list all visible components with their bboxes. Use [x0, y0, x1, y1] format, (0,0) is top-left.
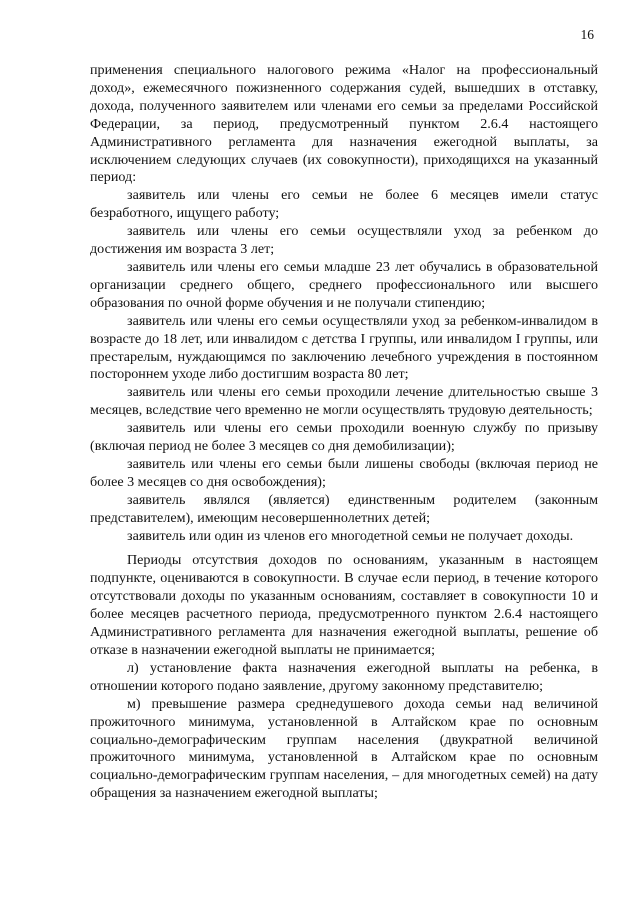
document-body — [90, 62, 598, 803]
paragraph-single-parent: заявитель являлся (является) единственным родителем (законным представителем), имеющим несовершеннолетних детей; — [90, 491, 598, 526]
paragraph-unemployed: заявитель или члены его семьи не более 6 месяцев имели статус безработного, ищущего работу; — [90, 187, 598, 222]
page-number: 16 — [580, 27, 594, 42]
paragraph-large-family: заявитель или один из членов его многодетной семьи не получает доходы. — [127, 527, 574, 544]
paragraph-childcare: заявитель или члены его семьи осуществляли уход за ребенком до достижения им возраста 3 лет; — [90, 223, 598, 258]
paragraph-military: заявитель или члены его семьи проходили военную службу по призыву (включая период не более 3 месяцев со дня демобилизации); — [90, 420, 598, 455]
paragraph-item-m: м) превышение размера среднедушевого дохода семьи над величиной прожиточного минимума, установленной в Алтайском крае по основным социально-демографическим группам населения (двукратной величиной прожиточного минимума, установленной в Алтайском крае по основным социально-демографическим группам населения, – для многодетных семей) на дату обращения за назначением ежегодной выплаты; — [90, 695, 598, 802]
paragraph-medical: заявитель или члены его семьи проходили лечение длительностью свыше 3 месяцев, вследствие чего временно не могли осуществлять трудовую деятельность; — [90, 384, 598, 419]
paragraph-item-l: л) установление факта назначения ежегодной выплаты на ребенка, в отношении которого подано заявление, другому законному представителю; — [90, 659, 598, 694]
paragraph-periods: Периоды отсутствия доходов по основаниям, указанным в настоящем подпункте, оцениваются в совокупности. В случае если период, в течение которого отсутствовали доходы по указанным основаниям, составляет в совокупности 10 и более месяцев расчетного периода, предусмотренного пунктом 2.6.4 настоящего Административного регламента для назначения ежегодной выплаты, решение об отказе в назначении ежегодной выплаты не принимается; — [90, 552, 598, 658]
paragraph-intro: применения специального налогового режима «Налог на профессиональный доход», ежемесячного пожизненного содержания судей, вышедших в отставку, дохода, полученного заявителем или членами его семьи за пределами Российской Федерации, за период, предусмотренный пунктом 2.6.4 настоящего Административного регламента для назначения ежегодной выплаты, за исключением следующих случаев (их совокупности), приходящихся на указанный период: — [90, 62, 598, 186]
paragraph-disabled-care: заявитель или члены его семьи осуществляли уход за ребенком-инвалидом в возрасте до 18 лет, или инвалидом с детства I группы, или инвалидом I группы, или престарелым, нуждающимся по заключению лечебного учреждения в постоянном постороннем уходе либо достигшим возраста 80 лет; — [90, 312, 598, 383]
paragraph-students: заявитель или члены его семьи младше 23 лет обучались в образовательной организации среднего общего, среднего профессионального или высшего образования по очной форме обучения и не получали стипендию; — [90, 258, 598, 311]
paragraph-imprisonment: заявитель или члены его семьи были лишены свободы (включая период не более 3 месяцев со дня освобождения); — [90, 455, 598, 490]
